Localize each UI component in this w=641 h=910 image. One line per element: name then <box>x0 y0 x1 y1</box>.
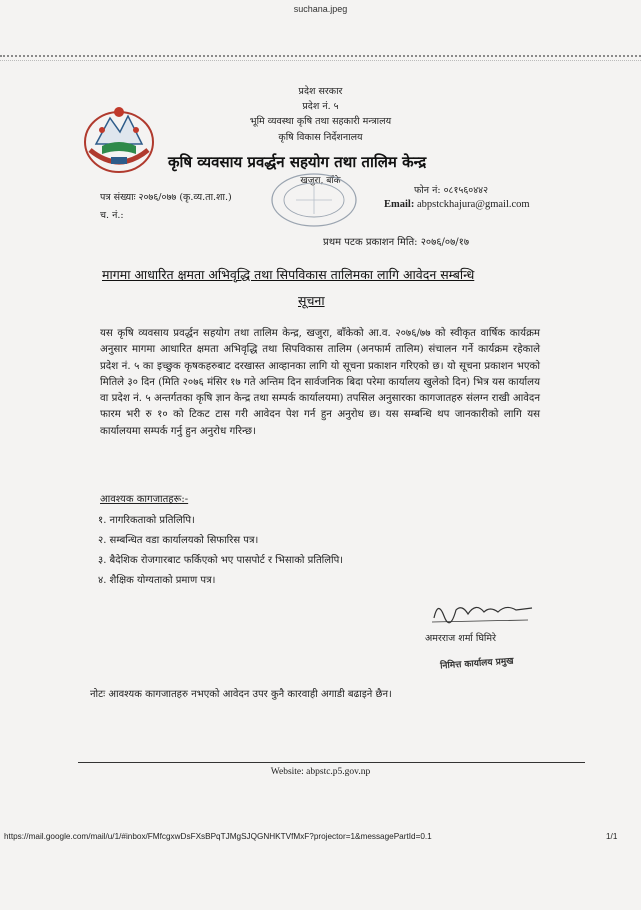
email-line <box>384 199 530 210</box>
file-name: suchana.jpeg <box>293 4 348 14</box>
page-count: 1/1 <box>606 832 618 841</box>
header-location: खजुरा, बाँके <box>300 176 341 186</box>
header-line-4: कृषि विकास निर्देशनालय <box>278 132 363 143</box>
doc-item: २. सम्बन्धित वडा कार्यालयको सिफारिस पत्र। <box>98 535 259 546</box>
page-url: https://mail.google.com/mail/u/1/#inbox/FMfcgxwDsFXsBPqTJMgSJQGNHKTVfMxF?projector=1&messagePartId=0.1 <box>4 832 432 841</box>
top-border <box>0 55 641 57</box>
department-name: कृषि व्यवसाय प्रवर्द्धन सहयोग तथा तालिम केन्द्र <box>168 153 427 171</box>
phone-number: फोन नं: ०८१५६०४४२ <box>414 185 489 196</box>
signature-icon <box>428 596 538 626</box>
website[interactable]: Website: abpstc.p5.gov.np <box>270 767 371 777</box>
publish-date: प्रथम पटक प्रकाशन मिति: २०७६/०७/१७ <box>323 237 470 248</box>
nepal-emblem-icon <box>80 102 158 178</box>
notice-title: मागमा आधारित क्षमता अभिवृद्धि तथा सिपविकास तालिमका लागि आवेदन सम्बन्धि <box>102 267 475 282</box>
footer-divider <box>78 762 585 763</box>
signatory-name: अमरराज शर्मा घिमिरे <box>425 633 496 644</box>
notice-body: यस कृषि व्यवसाय प्रवर्द्धन सहयोग तथा तालिम केन्द्र, खजुरा, बाँकेको आ.व. २०७६/७७ को स्वीकृत वार्षिक कार्यक्रम अनुसार मागमा आधारित क्षमता अभिवृद्धि तथा सिपविकास तालिम (अनफार्म तालिम) संचालन गर्ने कार्यक्रम रहेकाले प्रदेश नं. ५ का इच्छुक कृषकहरुबाट दरखास्त आव्हानका लागि यो सूचना प्रकाशन गरिएको छ। यो सूचना प्रकाशन भएको मितिले ३० दिन (मिति २०७६ मंसिर १७ गते अन्तिम दिन सार्वजनिक बिदा परेमा कार्यालय खुलेको दिन) भित्र यस कार्यालय वा प्रदेश नं. ५ अन्तर्गतका कृषि ज्ञान केन्द्र तथा सम्पर्क कार्यालयमा) तपसिल अनुसारका कागजातहरु संलग्न राखी आवेदन फारम भरी रु १० को टिकट टास गरी आवेदन पेश गर्न हुन अनुरोध छ। यस सम्बन्धि थप जानकारीको लागि यस कार्यालयमा सम्पर्क गर्नु हुन अनुरोध गरिन्छ। <box>100 328 540 437</box>
required-docs-heading: आवश्यक कागजातहरू:- <box>100 494 189 505</box>
signatory-title: निमित्त कार्यालय प्रमुख <box>439 656 514 672</box>
office-stamp-icon <box>268 170 360 230</box>
email-label: Email: <box>384 199 415 210</box>
top-border-secondary <box>0 60 641 61</box>
letter-number: पत्र संख्याः २०७६/०७७ (कृ.व्य.ता.शा.) <box>100 192 232 203</box>
letter-ch-number: च. नं.: <box>100 210 124 221</box>
notice-title-word: सूचना <box>298 293 325 308</box>
email-address[interactable]: abpstckhajura@gmail.com <box>416 199 530 210</box>
header-line-3: भूमि व्यवस्था कृषि तथा सहकारी मन्त्रालय <box>249 116 392 127</box>
doc-item: १. नागरिकताको प्रतिलिपि। <box>98 515 195 526</box>
doc-item: ३. बैदेशिक रोजगारबाट फर्किएको भए पासपोर्ट र भिसाको प्रतिलिपि। <box>98 555 344 566</box>
header-line-1: प्रदेश सरकार <box>298 86 343 97</box>
notice-note: नोटः आवश्यक कागजातहरु नभएको आवेदन उपर कुनै कारवाही अगाडी बढाइने छैन। <box>90 689 392 700</box>
header-line-2: प्रदेश नं. ५ <box>302 101 339 112</box>
doc-item: ४. शैक्षिक योग्यताको प्रमाण पत्र। <box>98 575 216 586</box>
